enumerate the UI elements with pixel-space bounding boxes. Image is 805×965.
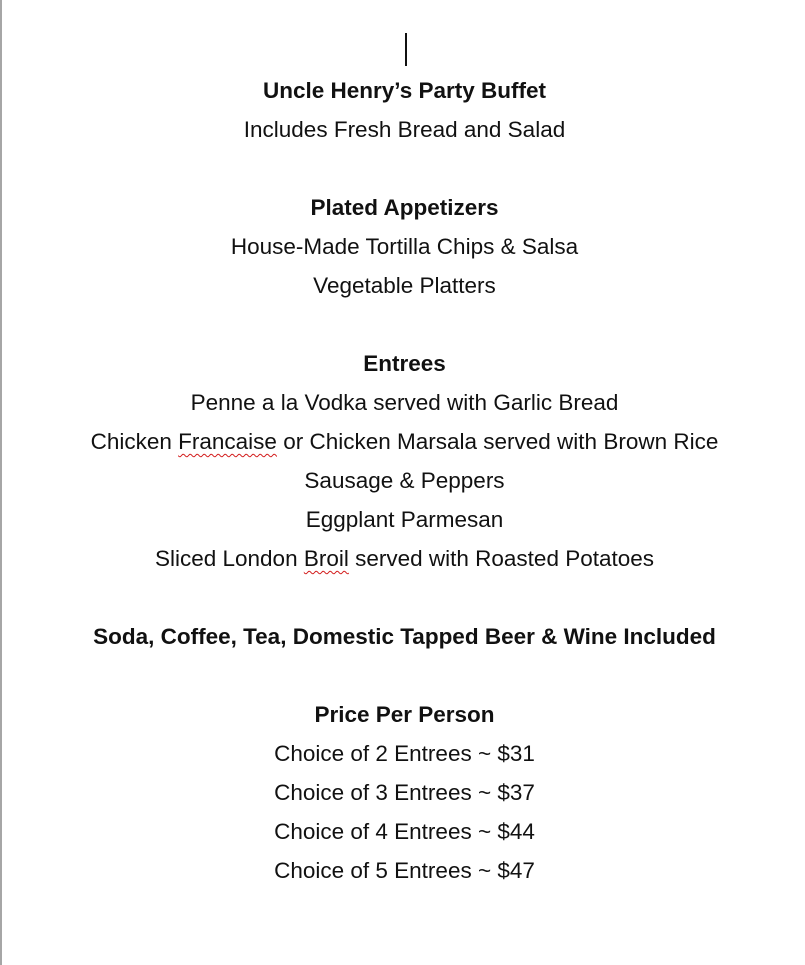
entree-item (4, 539, 805, 578)
entree-item: Penne a la Vodka served with Garlic Bread (190, 390, 619, 415)
pricing-heading: Price Per Person (314, 702, 495, 727)
entree-text: Chicken (90, 429, 179, 454)
blank-line (4, 149, 805, 188)
text-cursor (405, 33, 407, 66)
menu-subtitle: Includes Fresh Bread and Salad (243, 117, 566, 142)
price-item: Choice of 5 Entrees ~ $47 (274, 858, 535, 883)
entree-text: or Chicken Marsala served with Brown Rice (276, 429, 719, 454)
document-page[interactable] (4, 71, 805, 890)
entree-item: Sausage & Peppers (304, 468, 505, 493)
price-item: Choice of 4 Entrees ~ $44 (274, 819, 535, 844)
entree-text: served with Roasted Potatoes (348, 546, 655, 571)
blank-line (4, 656, 805, 695)
entree-text: Sliced London (154, 546, 304, 571)
entrees-heading: Entrees (363, 351, 446, 376)
appetizer-item: House-Made Tortilla Chips & Salsa (230, 234, 579, 259)
appetizers-heading: Plated Appetizers (310, 195, 499, 220)
appetizer-item: Vegetable Platters (313, 273, 496, 298)
page-left-edge (0, 0, 2, 965)
menu-title: Uncle Henry’s Party Buffet (263, 78, 546, 103)
price-item: Choice of 3 Entrees ~ $37 (274, 780, 535, 805)
beverages-note: Soda, Coffee, Tea, Domestic Tapped Beer & Wine Included (93, 624, 716, 649)
spellcheck-flagged-word[interactable]: Broil (303, 546, 349, 571)
entree-item: Eggplant Parmesan (305, 507, 504, 532)
blank-line (4, 578, 805, 617)
price-item: Choice of 2 Entrees ~ $31 (274, 741, 535, 766)
entree-item (4, 422, 805, 461)
spellcheck-flagged-word[interactable]: Francaise (178, 429, 277, 454)
blank-line (4, 305, 805, 344)
